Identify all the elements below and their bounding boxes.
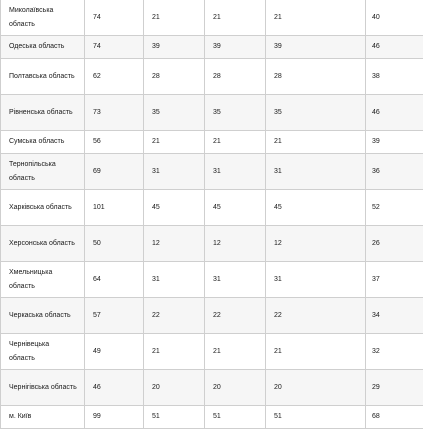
region-cell: Чернігівська область	[1, 370, 85, 406]
value-cell-5: 40	[366, 0, 423, 36]
value-cell-3: 31	[205, 262, 266, 298]
table-row	[1, 226, 423, 262]
value-cell-1: 73	[85, 95, 144, 131]
region-cell: Сумська область	[1, 131, 85, 154]
value-cell-4: 20	[266, 370, 366, 406]
value-cell-2: 39	[144, 36, 205, 59]
region-cell: Миколаївська область	[1, 0, 85, 36]
value-cell-2: 22	[144, 298, 205, 334]
region-cell: Черкаська область	[1, 298, 85, 334]
value-cell-1: 56	[85, 131, 144, 154]
value-cell-5: 46	[366, 95, 423, 131]
value-cell-3: 39	[205, 36, 266, 59]
value-cell-5: 39	[366, 131, 423, 154]
value-cell-3: 21	[205, 334, 266, 370]
value-cell-3: 31	[205, 154, 266, 190]
region-cell: Тернопільська область	[1, 154, 85, 190]
table-row	[1, 0, 423, 36]
value-cell-1: 74	[85, 36, 144, 59]
value-cell-5: 26	[366, 226, 423, 262]
table-row	[1, 154, 423, 190]
value-cell-3: 28	[205, 59, 266, 95]
value-cell-4: 31	[266, 262, 366, 298]
value-cell-3: 21	[205, 131, 266, 154]
value-cell-5: 46	[366, 36, 423, 59]
value-cell-2: 12	[144, 226, 205, 262]
value-cell-4: 45	[266, 190, 366, 226]
value-cell-3: 22	[205, 298, 266, 334]
region-cell: Полтавська область	[1, 59, 85, 95]
value-cell-5: 34	[366, 298, 423, 334]
table-row	[1, 370, 423, 406]
value-cell-4: 35	[266, 95, 366, 131]
value-cell-5: 37	[366, 262, 423, 298]
value-cell-5: 68	[366, 406, 423, 429]
table-row	[1, 59, 423, 95]
region-cell: Херсонська область	[1, 226, 85, 262]
value-cell-2: 21	[144, 0, 205, 36]
table-row	[1, 406, 423, 429]
value-cell-1: 101	[85, 190, 144, 226]
value-cell-4: 51	[266, 406, 366, 429]
value-cell-3: 51	[205, 406, 266, 429]
value-cell-2: 21	[144, 131, 205, 154]
value-cell-3: 45	[205, 190, 266, 226]
value-cell-5: 29	[366, 370, 423, 406]
value-cell-4: 39	[266, 36, 366, 59]
value-cell-1: 99	[85, 406, 144, 429]
value-cell-1: 74	[85, 0, 144, 36]
value-cell-5: 36	[366, 154, 423, 190]
region-cell: м. Київ	[1, 406, 85, 429]
table-row	[1, 95, 423, 131]
value-cell-5: 52	[366, 190, 423, 226]
table-row	[1, 298, 423, 334]
value-cell-2: 20	[144, 370, 205, 406]
value-cell-5: 32	[366, 334, 423, 370]
value-cell-1: 62	[85, 59, 144, 95]
value-cell-4: 31	[266, 154, 366, 190]
value-cell-1: 69	[85, 154, 144, 190]
value-cell-3: 35	[205, 95, 266, 131]
table-row	[1, 131, 423, 154]
value-cell-1: 50	[85, 226, 144, 262]
value-cell-1: 64	[85, 262, 144, 298]
value-cell-1: 57	[85, 298, 144, 334]
table-row	[1, 36, 423, 59]
table-row	[1, 190, 423, 226]
value-cell-2: 31	[144, 262, 205, 298]
value-cell-2: 31	[144, 154, 205, 190]
value-cell-3: 12	[205, 226, 266, 262]
region-cell: Харківська область	[1, 190, 85, 226]
value-cell-4: 21	[266, 131, 366, 154]
value-cell-4: 21	[266, 0, 366, 36]
value-cell-2: 28	[144, 59, 205, 95]
value-cell-2: 45	[144, 190, 205, 226]
value-cell-3: 20	[205, 370, 266, 406]
value-cell-4: 21	[266, 334, 366, 370]
value-cell-3: 21	[205, 0, 266, 36]
region-cell: Рівненська область	[1, 95, 85, 131]
value-cell-2: 35	[144, 95, 205, 131]
table-row	[1, 334, 423, 370]
value-cell-1: 46	[85, 370, 144, 406]
value-cell-2: 51	[144, 406, 205, 429]
value-cell-4: 22	[266, 298, 366, 334]
value-cell-1: 49	[85, 334, 144, 370]
region-cell: Хмельницька область	[1, 262, 85, 298]
region-cell: Чернівецька область	[1, 334, 85, 370]
value-cell-5: 38	[366, 59, 423, 95]
region-cell: Одеська область	[1, 36, 85, 59]
value-cell-4: 28	[266, 59, 366, 95]
value-cell-2: 21	[144, 334, 205, 370]
table-row	[1, 262, 423, 298]
value-cell-4: 12	[266, 226, 366, 262]
